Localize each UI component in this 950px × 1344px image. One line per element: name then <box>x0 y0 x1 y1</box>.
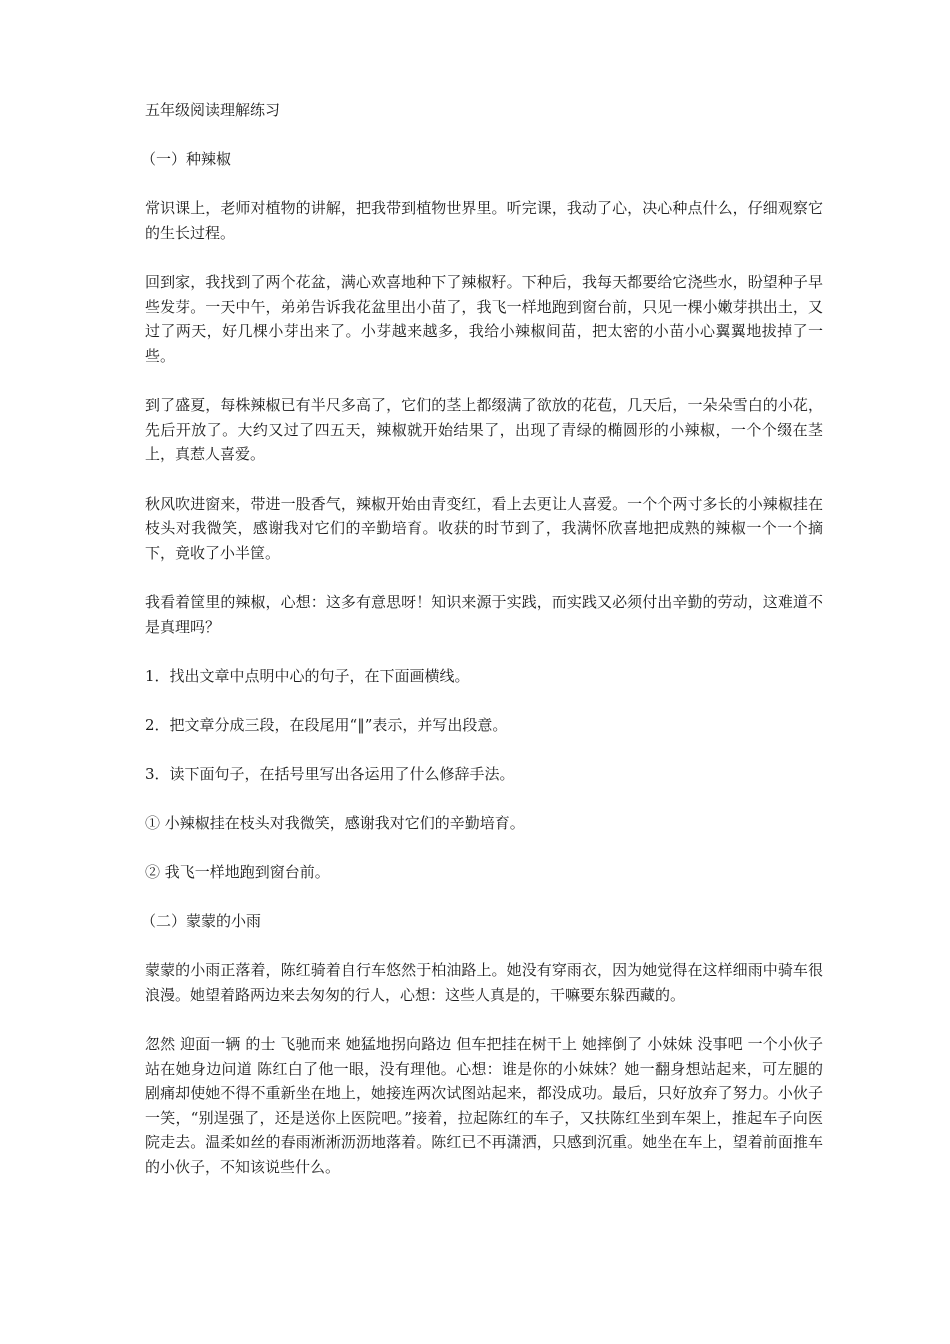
section-2-heading: （二）蒙蒙的小雨 <box>141 912 262 930</box>
section-2-paragraph-1: 蒙蒙的小雨正落着，陈红骑着自行车悠然于柏油路上。她没有穿雨衣，因为她觉得在这样细雨中骑车很浪漫。她望着路两边来去匆匆的行人，心想：这些人真是的，干嘛要东躲西藏的。 <box>145 961 823 1004</box>
section-1-heading: （一）种辣椒 <box>141 150 232 168</box>
question-3: 3．读下面句子，在括号里写出各运用了什么修辞手法。 <box>145 765 515 783</box>
section-1-paragraph-5: 我看着筐里的辣椒，心想：这多有意思呀！知识来源于实践，而实践又必须付出辛勤的劳动，这难道不是真理吗？ <box>145 593 823 636</box>
section-2-paragraph-2: 忽然 迎面一辆 的士 飞驰而来 她猛地拐向路边 但车把挂在树干上 她摔倒了 小妹妹 没事吧 一个小伙子站在她身边问道 陈红白了他一眼，没有理他。心想：谁是你的小妹妹？她一翻身想站起来，可左腿的剧痛却使她不得不重新坐在地上，她接连两次试图站起来，都没成功。最后，只好放弃了努力。小伙子一笑，“别逞强了，还是送你上医院吧。”接着，拉起陈红的车子，又扶陈红坐到车架上，推起车子向医院走去。温柔如丝的春雨淅淅沥沥地落着。陈红已不再潇洒，只感到沉重。她坐在车上，望着前面推车的小伙子，不知该说些什么。 <box>145 1035 823 1176</box>
section-1-paragraph-1: 常识课上，老师对植物的讲解，把我带到植物世界里。听完课，我动了心，决心种点什么，仔细观察它的生长过程。 <box>145 199 823 242</box>
document-body <box>141 98 823 1204</box>
question-3-sentence-1: ① 小辣椒挂在枝头对我微笑，感谢我对它们的辛勤培育。 <box>145 814 525 832</box>
question-2: 2．把文章分成三段，在段尾用“‖”表示，并写出段意。 <box>145 716 508 734</box>
document-title: 五年级阅读理解练习 <box>145 101 281 119</box>
section-1-paragraph-3: 到了盛夏，每株辣椒已有半尺多高了，它们的茎上都缀满了欲放的花苞，几天后，一朵朵雪白的小花，先后开放了。大约又过了四五天，辣椒就开始结果了，出现了青绿的椭圆形的小辣椒，一个个缀在茎上，真惹人喜爱。 <box>145 396 823 463</box>
question-1: 1．找出文章中点明中心的句子，在下面画横线。 <box>145 667 470 685</box>
section-1-paragraph-2: 回到家，我找到了两个花盆，满心欢喜地种下了辣椒籽。下种后，我每天都要给它浇些水，盼望种子早些发芽。一天中午，弟弟告诉我花盆里出小苗了，我飞一样地跑到窗台前，只见一棵小嫩芽拱出土，又过了两天，好几棵小芽出来了。小芽越来越多，我给小辣椒间苗，把太密的小苗小心翼翼地拔掉了一些。 <box>145 273 823 365</box>
section-1-paragraph-4: 秋风吹进窗来，带进一股香气，辣椒开始由青变红，看上去更让人喜爱。一个个两寸多长的小辣椒挂在枝头对我微笑，感谢我对它们的辛勤培育。收获的时节到了，我满怀欣喜地把成熟的辣椒一个一个摘下，竟收了小半筐。 <box>145 494 823 562</box>
question-3-sentence-2: ② 我飞一样地跑到窗台前。 <box>145 863 330 881</box>
